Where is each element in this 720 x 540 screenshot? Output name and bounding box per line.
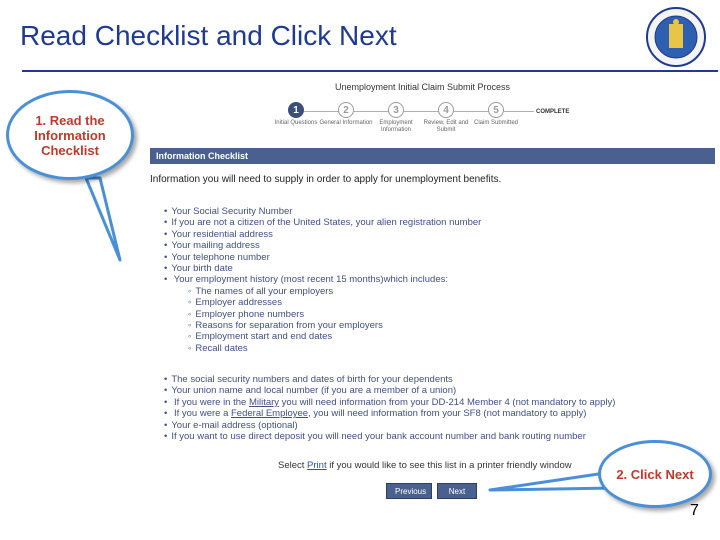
list-item-text: If you were a <box>173 408 231 420</box>
step-caption: Review, Edit and Submit <box>423 120 469 133</box>
list-item-text: you will need information from your DD-214 Member 4 (not mandatory to apply) <box>279 396 616 408</box>
step-1 <box>269 102 323 127</box>
sublist-item: ◦ Employer phone numbers <box>188 309 481 320</box>
print-link[interactable]: Print <box>307 460 327 471</box>
sublist-item: ◦ Employer addresses <box>188 297 481 308</box>
list-item: • Your e-mail address (optional) <box>164 420 615 431</box>
list-item <box>164 408 615 419</box>
employment-sublist <box>188 286 481 354</box>
step-number: 1 <box>288 102 304 118</box>
callout-1-pointer <box>86 178 120 260</box>
sublist-item: ◦ Employment start and end dates <box>188 331 481 342</box>
previous-button[interactable]: Previous <box>386 483 432 499</box>
slide-title: Read Checklist and Click Next <box>20 20 397 51</box>
list-item: • If you want to use direct deposit you will need your bank account number and bank routing number <box>164 431 615 442</box>
sublist-item: ◦ The names of all your employers <box>188 286 481 297</box>
step-4 <box>419 102 473 134</box>
list-item: • Your residential address <box>164 229 481 240</box>
massachusetts-seal-icon <box>645 6 707 68</box>
page-number: 7 <box>690 502 699 519</box>
list-item <box>164 397 615 408</box>
complete-label: COMPLETE <box>536 109 570 115</box>
step-number: 2 <box>338 102 354 118</box>
step-caption: Claim Submitted <box>473 120 518 126</box>
list-item-text: If you were in the <box>173 396 249 408</box>
process-title: Unemployment Initial Claim Submit Process <box>335 82 511 92</box>
step-caption: Initial Questions <box>274 120 318 126</box>
step-3 <box>369 102 423 134</box>
federal-employee-link[interactable]: Federal Employee <box>231 408 309 420</box>
progress-steps <box>274 102 585 138</box>
step-number: 4 <box>438 102 454 118</box>
list-item: • If you are not a citizen of the United States, your alien registration number <box>164 217 481 228</box>
print-text: if you would like to see this list in a printer friendly window <box>326 460 572 471</box>
list-item-text: , you will need information from your SF8 (not mandatory to apply) <box>308 408 587 420</box>
checklist-list <box>164 206 481 354</box>
print-instruction <box>278 460 572 471</box>
list-item: • Your mailing address <box>164 240 481 251</box>
checklist-intro: Information you will need to supply in order to apply for unemployment benefits. <box>150 174 502 185</box>
list-item: • Your telephone number <box>164 252 481 263</box>
step-5 <box>469 102 523 127</box>
step-number: 5 <box>488 102 504 118</box>
sublist-item: ◦ Reasons for separation from your employers <box>188 320 481 331</box>
checklist-list-2 <box>164 374 615 442</box>
callout-read-checklist: 1. Read the Information Checklist <box>6 90 134 180</box>
list-item: • Your union name and local number (if you are a member of a union) <box>164 385 615 396</box>
checklist-header: Information Checklist <box>150 148 715 164</box>
next-button[interactable]: Next <box>437 483 477 499</box>
sublist-item: ◦ Recall dates <box>188 343 481 354</box>
list-item: • The social security numbers and dates of birth for your dependents <box>164 374 615 385</box>
list-item-text: Your employment history (most recent 15 months)which includes: <box>173 274 449 286</box>
list-item: • Your birth date <box>164 263 481 274</box>
print-text: Select <box>278 460 308 471</box>
military-link[interactable]: Military <box>248 396 280 408</box>
list-item <box>164 274 481 354</box>
list-item: • Your Social Security Number <box>164 206 481 217</box>
step-number: 3 <box>388 102 404 118</box>
title-divider <box>22 70 718 72</box>
step-caption: Employment Information <box>379 120 413 133</box>
step-caption: General Information <box>319 120 373 126</box>
step-2 <box>319 102 373 127</box>
callout-click-next: 2. Click Next <box>598 440 712 508</box>
